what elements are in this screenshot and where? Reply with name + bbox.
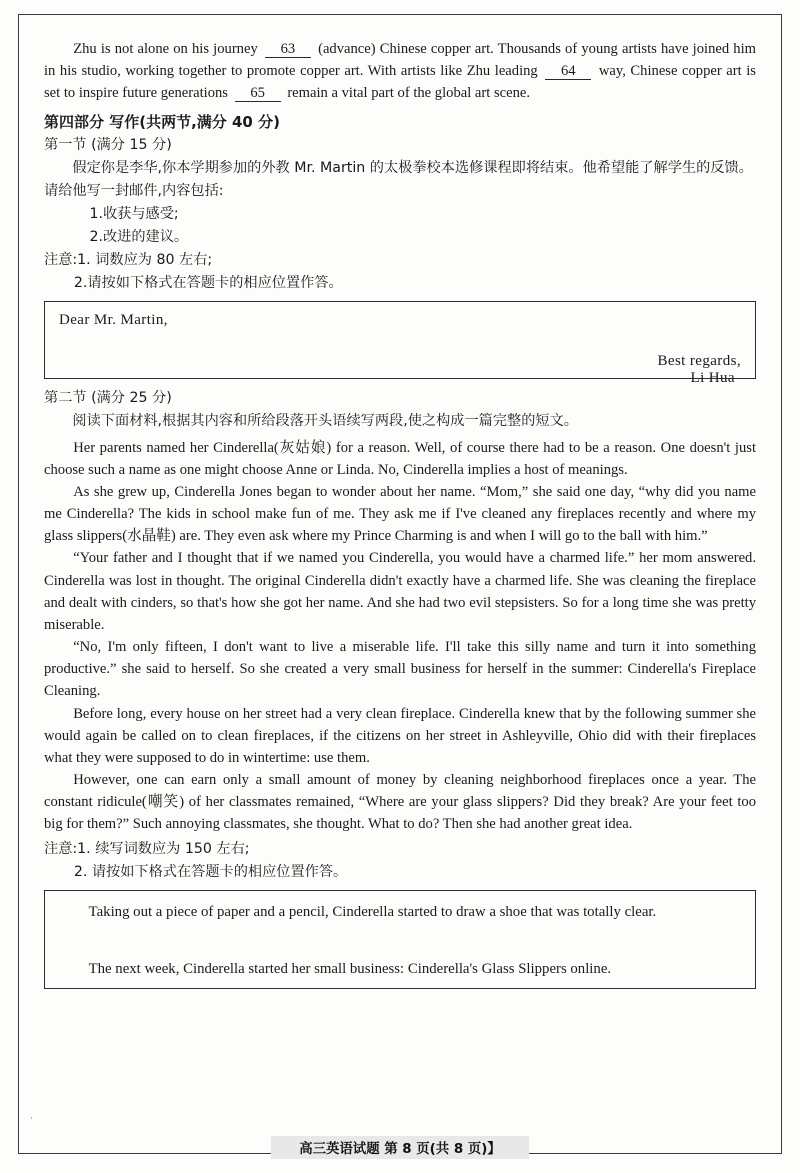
- letter-salutation: Dear Mr. Martin,: [59, 311, 168, 328]
- section2-note-2: 2. 请按如下格式在答题卡的相应位置作答。: [73, 863, 348, 880]
- section1-note-2: 2.请按如下格式在答题卡的相应位置作答。: [73, 274, 343, 291]
- cloze-blank-63[interactable]: 63: [265, 41, 311, 58]
- page-edge-mark: ·: [30, 1113, 33, 1123]
- prompt-point-1: 1.收获与感受;: [89, 205, 179, 222]
- section2-instruction: 阅读下面材料,根据其内容和所给段落开头语续写两段,使之构成一篇完整的短文。: [72, 412, 578, 429]
- cloze-tail-paragraph: [44, 38, 756, 105]
- section2-heading: 第二节 (满分 25 分): [44, 389, 172, 406]
- continuation-answer-box[interactable]: [44, 890, 756, 990]
- footer-label: 高三英语试题 第 8 页(共 8 页)】: [271, 1136, 528, 1159]
- story-paragraph-6: However, one can earn only a small amount of money by cleaning neighborhood fireplaces once a year. The constant ridicule(嘲笑) of her classmates remained, “Where are your glass slippers? Did they break? Are your feet too big for them?” Such annoying classmates, she thought. What to do? Then she had another great idea.: [44, 772, 756, 833]
- section1-prompt: 假定你是李华,你本学期参加的外教 Mr. Martin 的太极拳校本选修课程即将结束。他希望能了解学生的反馈。请给他写一封邮件,内容包括:: [44, 159, 753, 199]
- letter-closing: Best regards,: [657, 352, 741, 369]
- continuation-paragraph-2: The next week, Cinderella started her small business: Cinderella's Glass Slippers online.: [88, 960, 612, 977]
- cloze-mid-text-2: way, Chinese copper art is set to inspire future generations: [44, 63, 756, 102]
- continuation-paragraph-1: Taking out a piece of paper and a pencil, Cinderella started to draw a shoe that was totally clear.: [88, 903, 657, 920]
- cloze-blank-65[interactable]: 65: [235, 85, 281, 102]
- cloze-mid-text-1: (advance) Chinese copper art. Thousands of young artists have joined him in his studio, working together to promote copper art. With artists like Zhu leading: [44, 41, 757, 80]
- cloze-blank-64[interactable]: 64: [545, 63, 591, 80]
- story-paragraph-4: “No, I'm only fifteen, I don't want to live a miserable life. I'll take this silly name and turn it into something productive.” she said to herself. So she created a very small business for herself in the summer: Cinderella's Fireplace Cleaning.: [44, 639, 756, 700]
- section2-note-1: 注意:1. 续写词数应为 150 左右;: [44, 840, 250, 857]
- page-content: [44, 38, 756, 989]
- letter-signature: Li Hua: [690, 369, 735, 386]
- story-paragraph-2: As she grew up, Cinderella Jones began to wonder about her name. “Mom,” she said one day, “why did you name me Cinderella? The kids in school make fun of me. They ask me if I've cleaned any fireplaces recently and where my glass slippers(水晶鞋) are. They even ask where my Prince Charming is and when I will go to the ball with him.”: [44, 483, 756, 545]
- story-paragraph-5: Before long, every house on her street had a very clean fireplace. Cinderella knew that by the following summer she would again be called on to clean fireplaces, if the citizens on her street in Ashleyville, Ohio did with their fireplaces what they were supposed to do in wintertime: use them.: [44, 705, 756, 766]
- cloze-pre-text: Zhu is not alone on his journey: [73, 41, 258, 57]
- section1-note-1: 注意:1. 词数应为 80 左右;: [44, 251, 213, 268]
- story-paragraph-3: “Your father and I thought that if we named you Cinderella, you would have a charmed life.” her mom answered. Cinderella was lost in thought. The original Cinderella didn't exactly have a charmed life. She was cleaning the fireplace and dealt with cinders, so that's how she got her name. And she had two evil stepsisters. So for a long time she was pretty miserable.: [44, 550, 756, 633]
- prompt-point-2: 2.改进的建议。: [89, 228, 189, 245]
- section1-heading: 第一节 (满分 15 分): [44, 136, 172, 153]
- page-footer: [0, 1136, 800, 1159]
- part4-heading: 第四部分 写作(共两节,满分 40 分): [44, 112, 280, 131]
- cloze-tail-text: remain a vital part of the global art scene.: [287, 85, 531, 102]
- story-paragraph-1: Her parents named her Cinderella(灰姑娘) for a reason. Well, of course there had to be a reason. One doesn't just choose such a name as one might choose Anne or Linda. No, Cinderella implies a host of meanings.: [44, 439, 756, 478]
- letter-answer-box[interactable]: [44, 301, 756, 386]
